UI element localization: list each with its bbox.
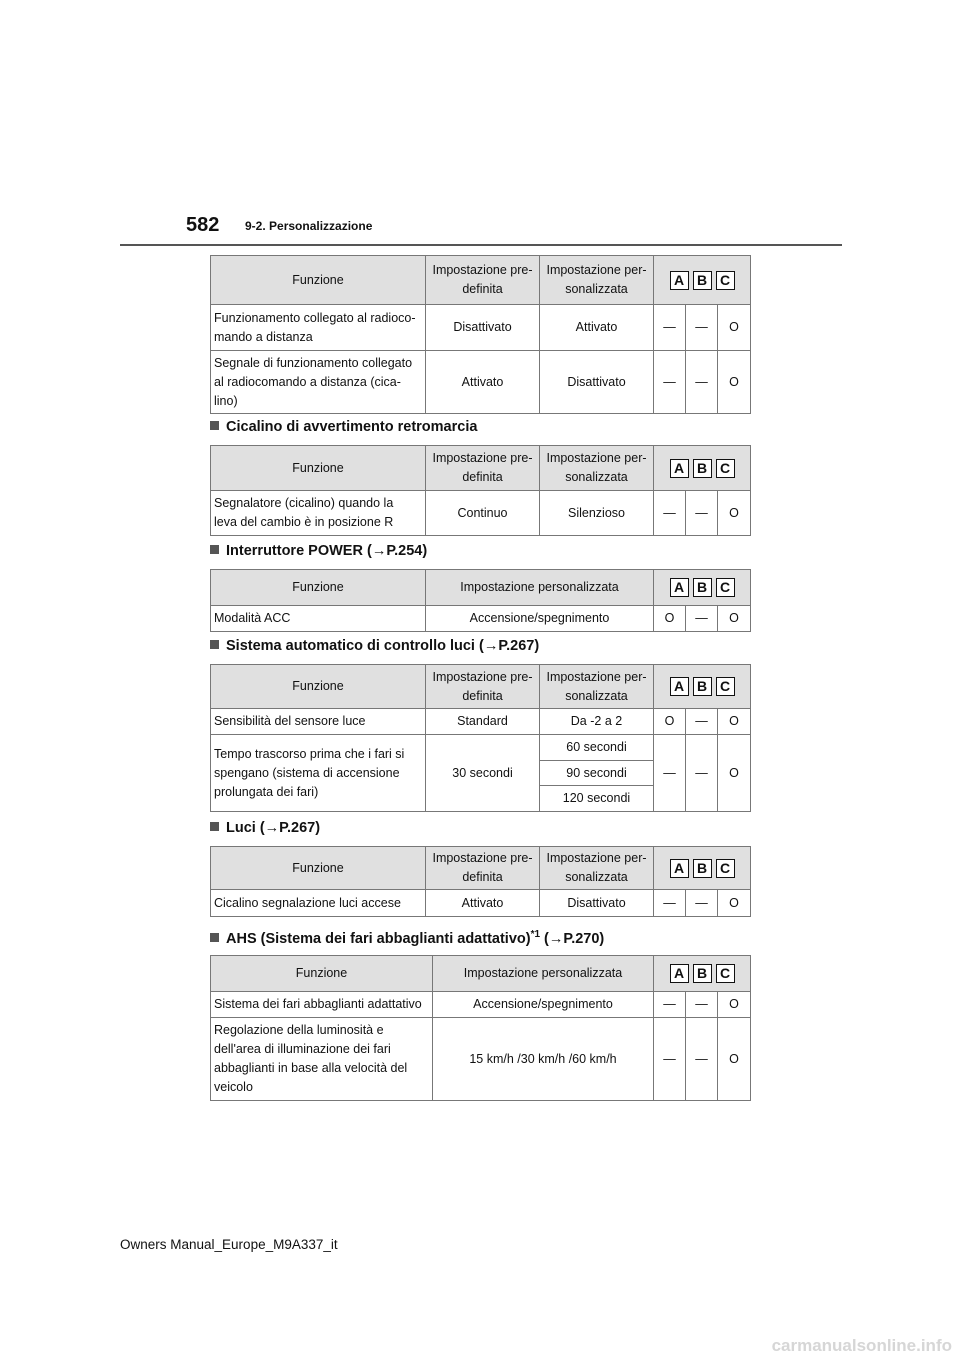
section-title-auto-lights: Sistema automatico di controllo luci (→P.267) — [210, 638, 539, 654]
col-header-funzione: Funzione — [211, 256, 426, 305]
section-title-reverse-buzzer: Cicalino di avvertimento retromarcia — [210, 419, 477, 435]
row-function: Tempo trascorso prima che i fari si spengano (sistema di accensione prolungata dei fari) — [211, 735, 426, 812]
row-function: Cicalino segnalazione luci accese — [211, 890, 426, 917]
row-mark-a: — — [654, 735, 686, 812]
row-mark-b: — — [686, 305, 718, 351]
box-b-icon: B — [693, 271, 712, 290]
col-header-default: Impostazione pre- definita — [426, 665, 540, 709]
box-b-icon: B — [693, 859, 712, 878]
row-function: Regolazione della luminosità e dell'area di illuminazione dei fari abbaglianti in base alla velocità del veicolo — [211, 1018, 433, 1101]
table-auto-lights — [210, 664, 751, 812]
row-mark-a: — — [654, 890, 686, 917]
row-function: Segnalatore (cicalino) quando la leva del cambio è in posizione R — [211, 491, 426, 536]
bullet-square-icon — [210, 640, 219, 649]
row-function: Funzionamento collegato al radioco- mando a distanza — [211, 305, 426, 351]
col-header-funzione: Funzione — [211, 847, 426, 890]
table-header-row — [211, 665, 751, 709]
arrow-right-icon: → — [548, 930, 564, 947]
col-header-abc — [654, 847, 751, 890]
table-header-row — [211, 956, 751, 992]
col-header-default: Impostazione pre- definita — [426, 847, 540, 890]
row-mark-c: O — [718, 1018, 751, 1101]
box-b-icon: B — [693, 459, 712, 478]
row-mark-a: — — [654, 305, 686, 351]
box-c-icon: C — [716, 677, 735, 696]
table-row — [211, 606, 751, 632]
row-mark-c: O — [718, 305, 751, 351]
row-mark-c: O — [718, 735, 751, 812]
col-header-abc — [654, 446, 751, 491]
table-header-row — [211, 570, 751, 606]
table-row — [211, 1018, 751, 1101]
arrow-right-icon: → — [371, 543, 387, 559]
table-row — [211, 491, 751, 536]
box-b-icon: B — [693, 964, 712, 983]
row-function: Modalità ACC — [211, 606, 426, 632]
row-mark-c: O — [718, 351, 751, 414]
bullet-square-icon — [210, 545, 219, 554]
box-b-icon: B — [693, 677, 712, 696]
col-header-custom: Impostazione per- sonalizzata — [540, 665, 654, 709]
col-header-custom: Impostazione per- sonalizzata — [540, 256, 654, 305]
section-title-lights: Luci (→P.267) — [210, 820, 320, 836]
col-header-funzione: Funzione — [211, 665, 426, 709]
row-mark-b: — — [686, 709, 718, 735]
row-function: Sensibilità del sensore luce — [211, 709, 426, 735]
box-c-icon: C — [716, 859, 735, 878]
row-mark-b: — — [686, 491, 718, 536]
table-header-row — [211, 446, 751, 491]
table-header-row — [211, 256, 751, 305]
table-row — [211, 992, 751, 1018]
row-mark-a: O — [654, 606, 686, 632]
col-header-custom: Impostazione per- sonalizzata — [540, 446, 654, 491]
row-mark-c: O — [718, 606, 751, 632]
table-lights — [210, 846, 751, 917]
row-mark-a: — — [654, 992, 686, 1018]
watermark: carmanualsonline.info — [771, 1336, 952, 1355]
row-mark-a: — — [654, 351, 686, 414]
table-power-switch — [210, 569, 751, 632]
col-header-default: Impostazione pre- definita — [426, 256, 540, 305]
row-default: 30 secondi — [426, 735, 540, 812]
col-header-abc — [654, 570, 751, 606]
row-custom: Silenzioso — [540, 491, 654, 536]
col-header-funzione: Funzione — [211, 956, 433, 992]
row-custom-option: 90 secondi — [540, 761, 654, 786]
row-mark-c: O — [718, 491, 751, 536]
table-row — [211, 351, 751, 414]
row-default: Disattivato — [426, 305, 540, 351]
table-row — [211, 305, 751, 351]
table-row — [211, 735, 751, 761]
col-header-custom-setting: Impostazione personalizzata — [433, 956, 654, 992]
footer-manual-id: Owners Manual_Europe_M9A337_it — [120, 1237, 338, 1252]
row-custom-option: 60 secondi — [540, 735, 654, 761]
row-mark-c: O — [718, 890, 751, 917]
bullet-square-icon — [210, 933, 219, 942]
col-header-default: Impostazione pre- definita — [426, 446, 540, 491]
header-rule — [120, 244, 842, 246]
row-mark-b: — — [686, 992, 718, 1018]
col-header-abc — [654, 956, 751, 992]
box-c-icon: C — [716, 578, 735, 597]
box-c-icon: C — [716, 964, 735, 983]
box-b-icon: B — [693, 578, 712, 597]
row-function: Segnale di funzionamento collegato al radiocomando a distanza (cica- lino) — [211, 351, 426, 414]
row-custom: Disattivato — [540, 351, 654, 414]
row-custom-setting: Accensione/spegnimento — [433, 992, 654, 1018]
row-mark-c: O — [718, 992, 751, 1018]
row-mark-a: — — [654, 1018, 686, 1101]
col-header-abc — [654, 665, 751, 709]
row-mark-c: O — [718, 709, 751, 735]
row-custom: Attivato — [540, 305, 654, 351]
row-custom: Da -2 a 2 — [540, 709, 654, 735]
row-mark-b: — — [686, 890, 718, 917]
box-c-icon: C — [716, 459, 735, 478]
page-number: 582 — [186, 214, 220, 236]
row-custom-setting: 15 km/h /30 km/h /60 km/h — [433, 1018, 654, 1101]
col-header-custom: Impostazione per- sonalizzata — [540, 847, 654, 890]
box-a-icon: A — [670, 964, 689, 983]
arrow-right-icon: → — [264, 820, 280, 836]
row-default: Standard — [426, 709, 540, 735]
chapter-title: 9-2. Personalizzazione — [245, 219, 373, 233]
bullet-square-icon — [210, 822, 219, 831]
table-header-row — [211, 847, 751, 890]
table-row — [211, 890, 751, 917]
footnote-marker: *1 — [530, 929, 541, 940]
table-remote-functions — [210, 255, 751, 414]
box-a-icon: A — [670, 459, 689, 478]
row-mark-b: — — [686, 1018, 718, 1101]
row-function: Sistema dei fari abbaglianti adattativo — [211, 992, 433, 1018]
row-custom-setting: Accensione/spegnimento — [426, 606, 654, 632]
box-a-icon: A — [670, 271, 689, 290]
col-header-funzione: Funzione — [211, 446, 426, 491]
row-default: Attivato — [426, 890, 540, 917]
box-a-icon: A — [670, 677, 689, 696]
col-header-custom-setting: Impostazione personalizzata — [426, 570, 654, 606]
box-a-icon: A — [670, 578, 689, 597]
bullet-square-icon — [210, 421, 219, 430]
row-mark-a: O — [654, 709, 686, 735]
section-title-power-switch: Interruttore POWER (→P.254) — [210, 543, 427, 559]
col-header-abc — [654, 256, 751, 305]
row-mark-b: — — [686, 735, 718, 812]
arrow-right-icon: → — [483, 638, 499, 654]
row-custom-option: 120 secondi — [540, 786, 654, 812]
table-row — [211, 709, 751, 735]
table-reverse-buzzer — [210, 445, 751, 536]
box-c-icon: C — [716, 271, 735, 290]
box-a-icon: A — [670, 859, 689, 878]
row-default: Attivato — [426, 351, 540, 414]
row-mark-b: — — [686, 351, 718, 414]
table-ahs — [210, 955, 751, 1101]
row-mark-a: — — [654, 491, 686, 536]
row-default: Continuo — [426, 491, 540, 536]
col-header-funzione: Funzione — [211, 570, 426, 606]
row-custom: Disattivato — [540, 890, 654, 917]
section-title-ahs: AHS (Sistema dei fari abbaglianti adattativo)$^{*1}$ (→P.270) — [210, 929, 604, 947]
row-mark-b: — — [686, 606, 718, 632]
